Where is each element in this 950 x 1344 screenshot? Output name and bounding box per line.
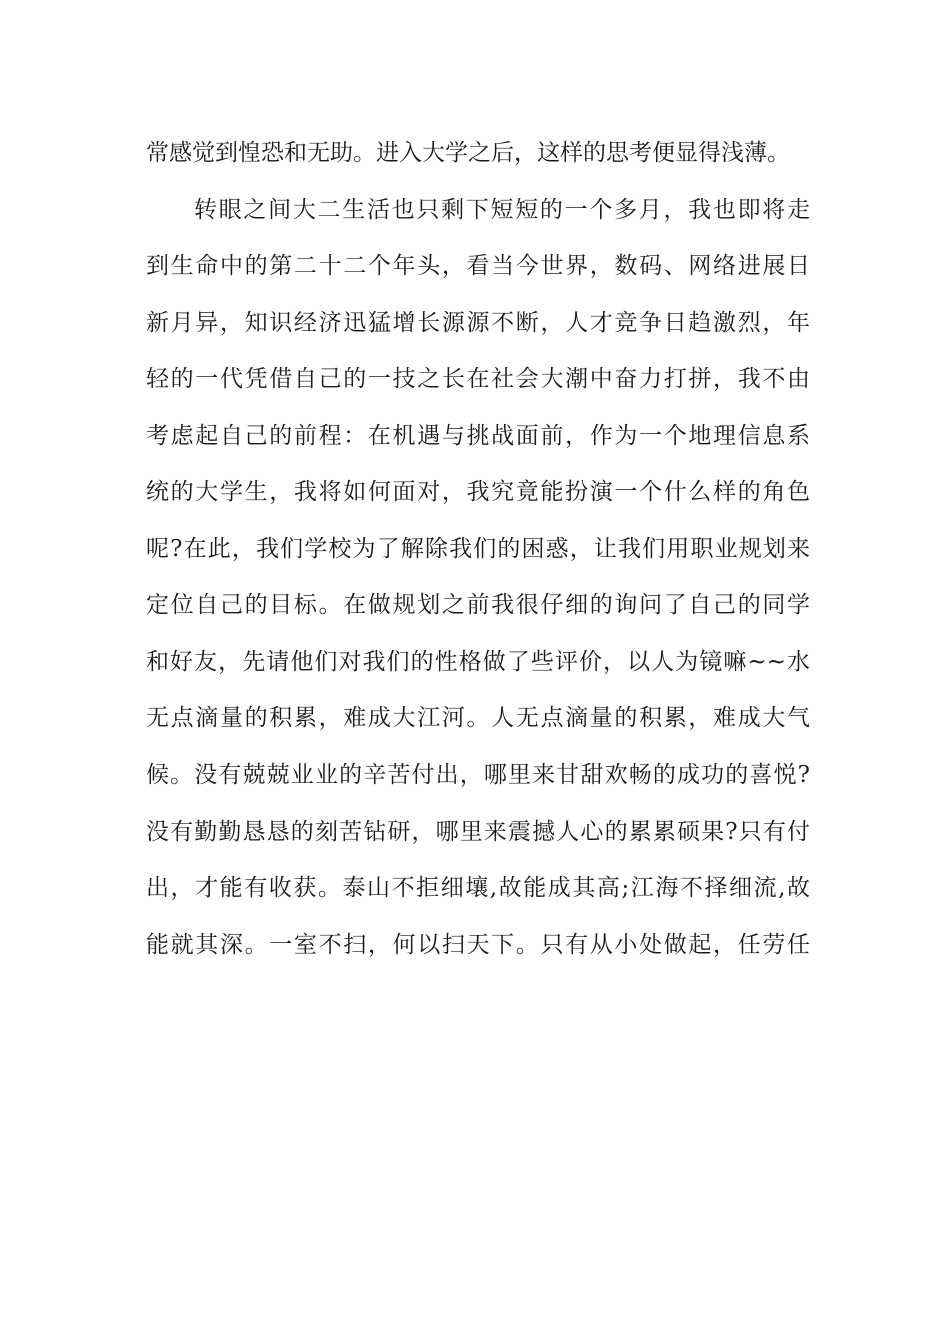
text-line: 出，才能有收获。泰山不拒细壤,故能成其高;江海不择细流,故 xyxy=(146,875,810,902)
text-line: 统的大学生，我将如何面对，我究竟能扮演一个什么样的角色 xyxy=(146,479,810,506)
text-line: 没有勤勤恳恳的刻苦钻研，哪里来震撼人心的累累硕果?只有付 xyxy=(146,818,810,845)
text-line: 考虑起自己的前程：在机遇与挑战面前，作为一个地理信息系 xyxy=(146,422,810,449)
document-body xyxy=(146,126,810,974)
text-line: 无点滴量的积累，难成大江河。人无点滴量的积累，难成大气 xyxy=(146,705,810,732)
text-line: 和好友，先请他们对我们的性格做了些评价，以人为镜嘛~~水 xyxy=(146,648,810,675)
text-line: 能就其深。一室不扫，何以扫天下。只有从小处做起，任劳任 xyxy=(146,931,810,958)
text-line: 呢?在此，我们学校为了解除我们的困惑，让我们用职业规划来 xyxy=(146,535,810,562)
paragraph-first-line: 转眼之间大二生活也只剩下短短的一个多月，我也即将走 xyxy=(194,196,810,223)
text-line: 候。没有兢兢业业的辛苦付出，哪里来甘甜欢畅的成功的喜悦? xyxy=(146,762,810,789)
text-line: 轻的一代凭借自己的一技之长在社会大潮中奋力打拼，我不由 xyxy=(146,366,810,393)
text-line: 新月异，知识经济迅猛增长源源不断，人才竞争日趋激烈，年 xyxy=(146,309,810,336)
text-line: 常感觉到惶恐和无助。进入大学之后，这样的思考便显得浅薄。 xyxy=(146,140,790,166)
text-line: 定位自己的目标。在做规划之前我很仔细的询问了自己的同学 xyxy=(146,592,810,619)
text-line: 到生命中的第二十二个年头，看当今世界，数码、网络进展日 xyxy=(146,253,810,280)
